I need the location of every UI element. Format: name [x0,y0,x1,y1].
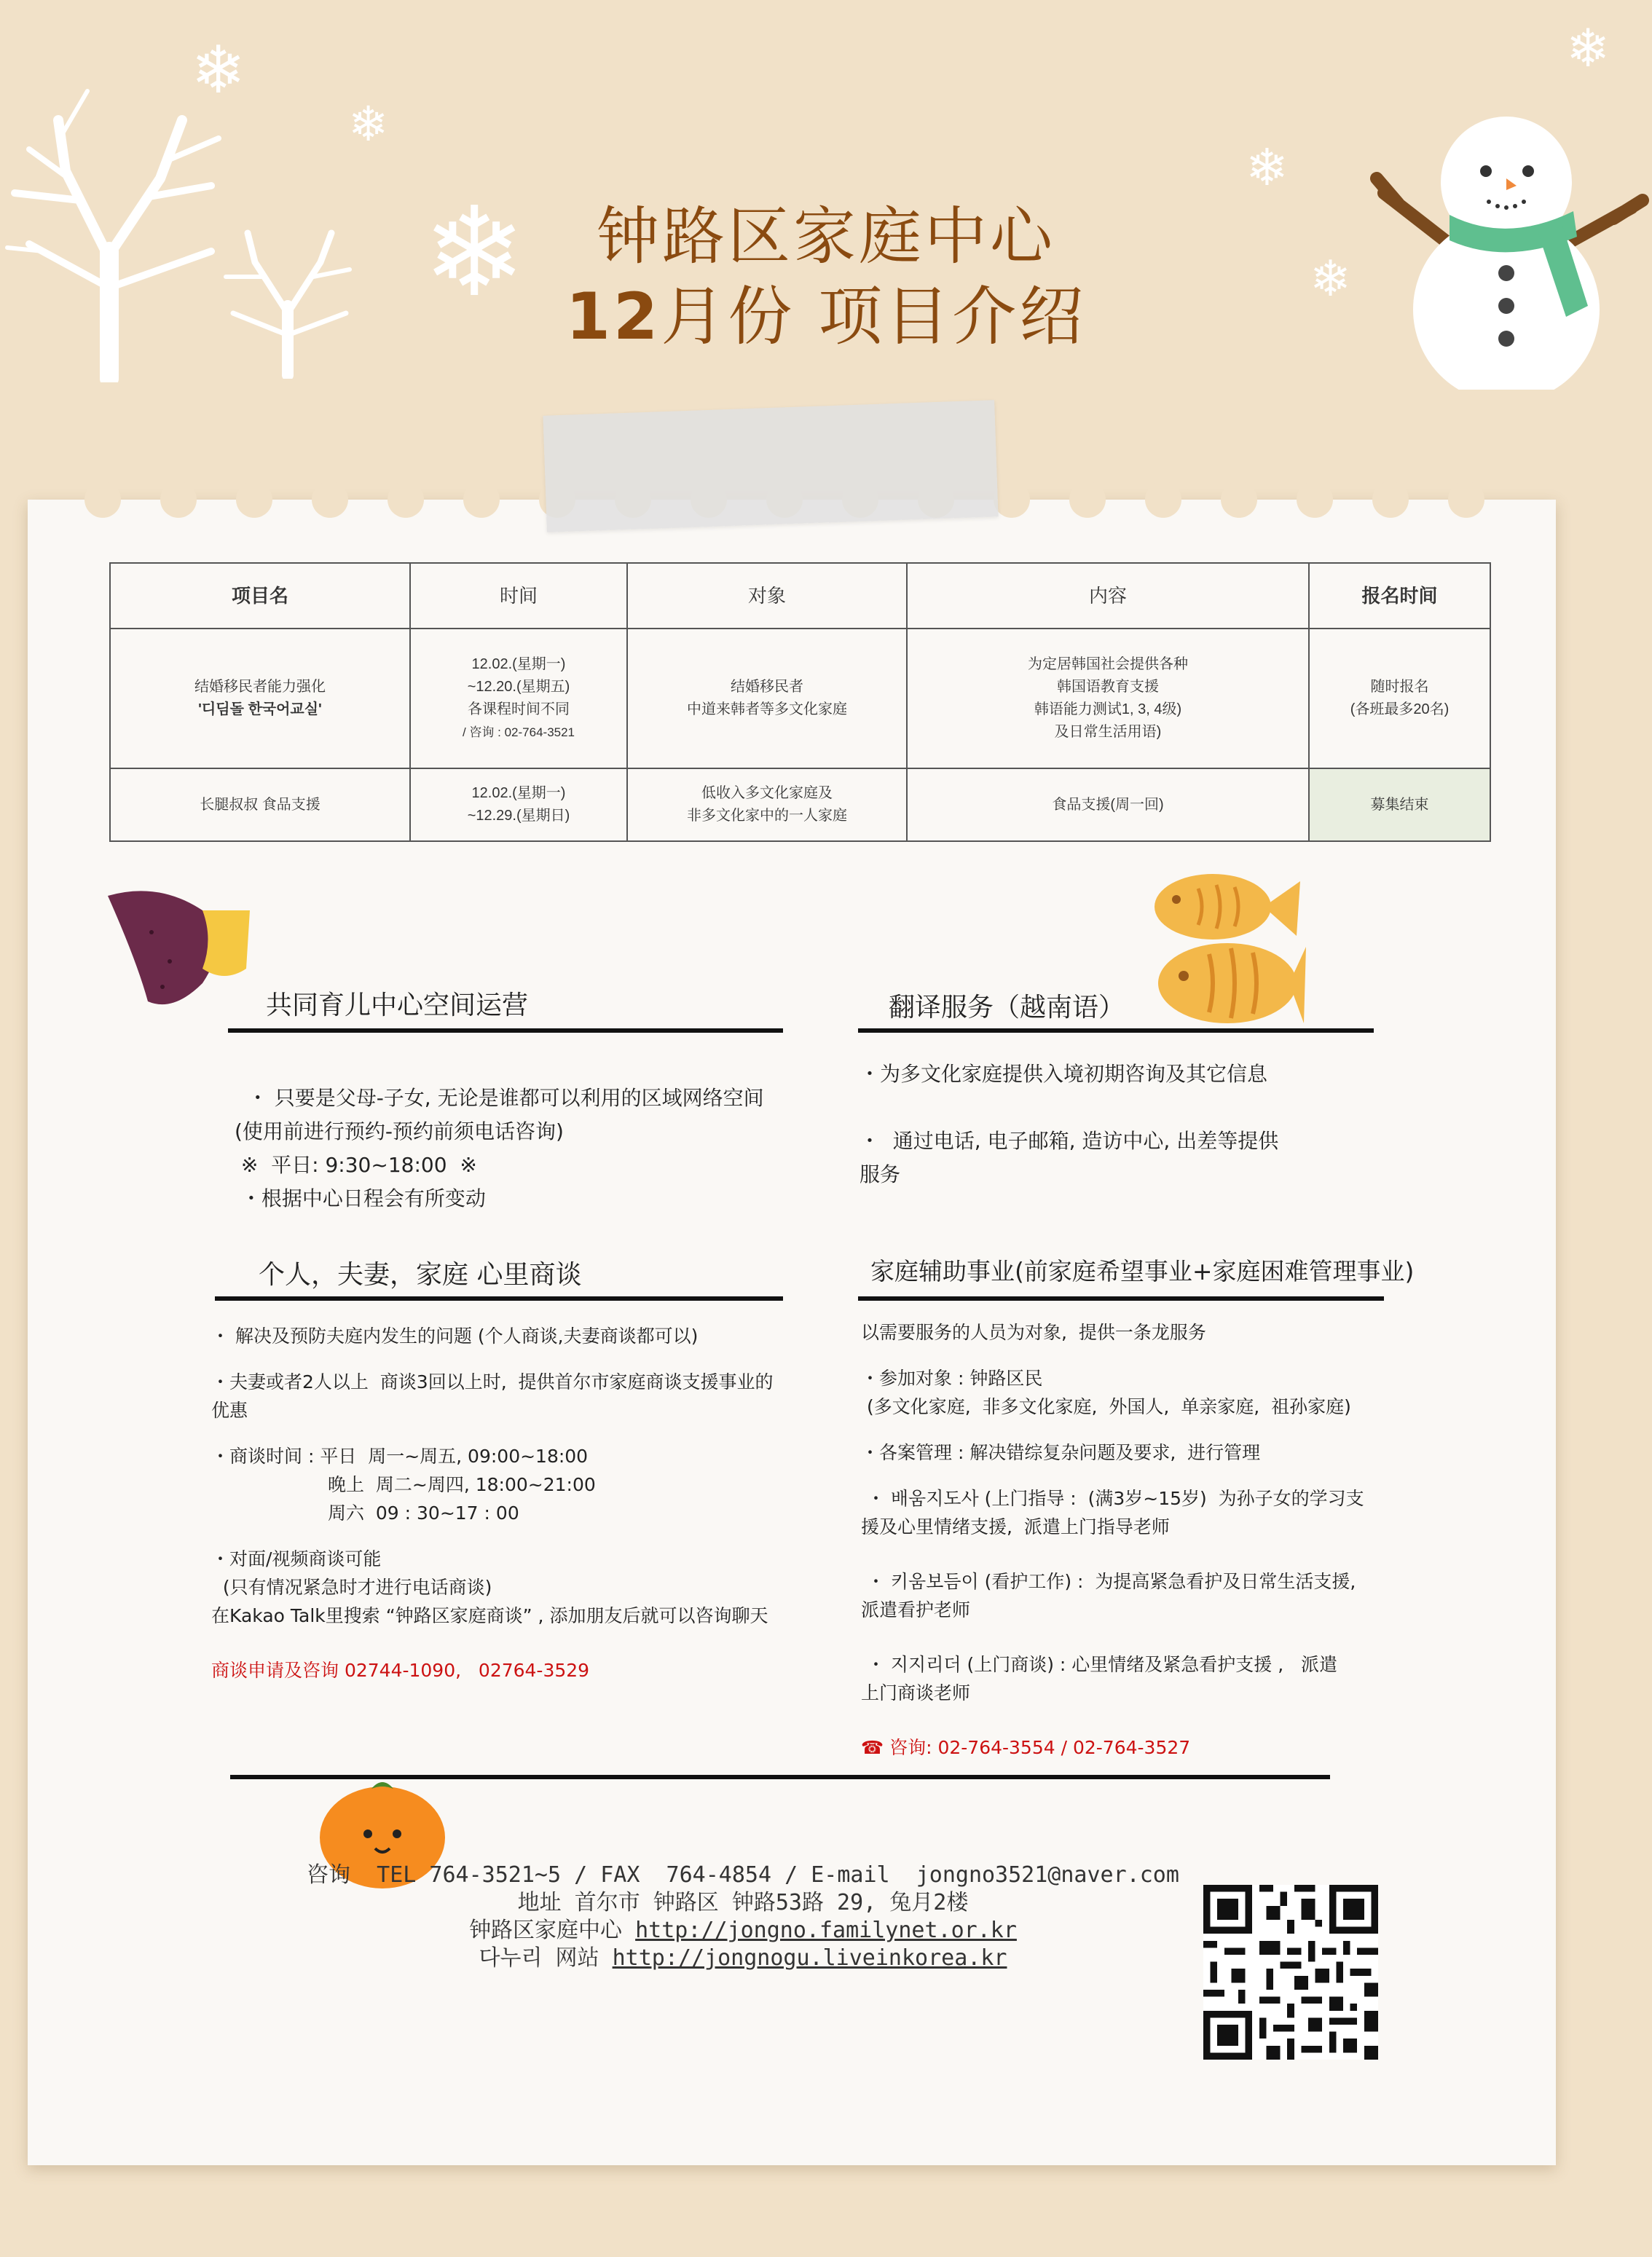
section-divider [215,1296,783,1301]
text-line: (多文化家庭, 非多文化家庭, 外国人, 单亲家庭, 祖孙家庭) [861,1396,1351,1417]
qr-code-icon[interactable] [1203,1885,1378,2060]
text-line: 上门商谈老师 [861,1682,971,1703]
cell-text: (各班最多20名) [1350,701,1450,717]
text-line: ・根据中心日程会有所变动 [235,1186,486,1210]
section-title-translation: 翻译服务（越南语） [889,993,1125,1023]
text-line: 晚上 周二~周四, 18:00~21:00 [328,1474,596,1495]
table-cell-target [627,629,907,768]
text-line: 优惠 [211,1400,248,1421]
section-title-childcare: 共同育儿中心空间运营 [266,990,529,1020]
family-center-link[interactable]: http://jongno.familynet.or.kr [635,1918,1017,1943]
snowflake-icon: ❄ [1246,138,1289,197]
text-line: 服务 [860,1162,901,1186]
table-cell-name [110,768,410,841]
text-line: ・ 只要是父母-子女, 无论是谁都可以利用的区域网络空间 [235,1086,764,1110]
cell-text: 为定居韩国社会提供各种 [1028,656,1188,672]
table-cell-content [907,629,1309,768]
table-header-cell: 对象 [627,563,907,629]
text-line: ・ 지지리더 (上门商谈) : 心里情绪及紧急看护支援 , 派遣 [861,1654,1337,1675]
table-cell-name [110,629,410,768]
page-title-line2 [0,266,1652,358]
table-header-cell: 时间 [410,563,627,629]
cell-text: 韩国语教育支援 [1057,679,1159,695]
footer-danuri-label: 다누리 网站 [479,1945,613,1971]
text-line: ・参加对象 : 钟路区民 [861,1368,1043,1389]
text-line: 派遣看护老师 [861,1599,971,1620]
table-header-cell: 报名时间 [1309,563,1490,629]
text-line: ・ 키움보듬이 (看护工作) : 为提高紧急看护及日常生活支援, [861,1571,1356,1592]
text-line: 在Kakao Talk里搜索 “钟路区家庭商谈” , 添加朋友后就可以咨询聊天 [211,1605,768,1626]
snowflake-icon: ❄ [422,181,527,325]
footer-divider [230,1775,1330,1779]
snowflake-icon: ❄ [348,96,389,152]
masking-tape-decoration [543,400,998,532]
text-line: (只有情况紧急时才进行电话商谈) [211,1577,492,1598]
table-header-cell: 项目名 [110,563,410,629]
table-cell-target [627,768,907,841]
childcare-body [235,1082,832,1216]
text-line: 以需要服务的人员为对象, 提供一条龙服务 [861,1322,1206,1343]
cell-text: 长腿叔叔 食品支援 [200,796,320,813]
status-badge: 募集结束 [1370,796,1429,813]
cell-text: 非多文化家中的一人家庭 [687,808,847,824]
table-header-row [110,563,1490,629]
cell-text: 随时报名 [1370,679,1429,695]
footer-contact [277,1862,1209,1972]
cell-text: ~12.29.(星期日) [467,808,570,824]
counseling-contact: 商谈申请及咨询 02744-1090, 02764-3529 [211,1660,590,1681]
table-row [110,768,1490,841]
footer-center-label: 钟路区家庭中心 [469,1918,636,1943]
family-assist-body [861,1318,1444,1762]
section-divider [858,1028,1374,1033]
text-line: ・夫妻或者2人以上 商谈3回以上时, 提供首尔市家庭商谈支援事业的 [211,1371,774,1393]
table-cell-time [410,768,627,841]
table-cell-time [410,629,627,768]
footer-contact-line: 咨询 TEL 764-3521~5 / FAX 764-4854 / E-mail jongno3521@naver.com [307,1862,1179,1888]
table-cell-content [907,768,1309,841]
section-divider [228,1028,783,1033]
text-line: ・商谈时间 : 平日 周一~周五, 09:00~18:00 [211,1446,589,1467]
page-title-line1: 钟路区家庭中心 [597,200,1055,273]
title-month-number: 12 [565,279,661,354]
cell-text: ~12.20.(星期五) [467,679,570,695]
cell-text: 12.02.(星期一) [471,785,566,801]
cell-text: 食品支援(周一回) [1052,796,1164,813]
text-line: ・为多文化家庭提供入境初期咨询及其它信息 [860,1062,1268,1086]
snowflake-icon: ❄ [1310,251,1351,308]
taiyaki-fish-bread-illustration [1147,867,1307,1034]
text-line: 周六 09 : 30~17 : 00 [328,1502,519,1524]
danuri-website-link[interactable]: http://jongnogu.liveinkorea.kr [612,1945,1007,1971]
cell-text: '디딤돌 한국어교실' [198,701,322,717]
text-line: ・各案管理 : 解决错综复杂问题及要求, 进行管理 [861,1442,1261,1463]
family-assist-contact: ☎ 咨询: 02-764-3554 / 02-764-3527 [861,1737,1191,1758]
cell-text: 中道来韩者等多文化家庭 [687,701,847,717]
text-line: ・ 通过电话, 电子邮箱, 造访中心, 出差等提供 [860,1129,1279,1153]
sweet-potato-illustration [93,881,253,1012]
cell-text: 结婚移民者能力强化 [194,679,326,695]
section-title-family-assist: 家庭辅助事业(前家庭希望事业+家庭困难管理事业) [870,1257,1415,1285]
snowflake-icon: ❄ [1566,17,1610,79]
table-row [110,629,1490,768]
cell-text: 韩语能力测试1, 3, 4级) [1034,701,1182,717]
cell-text: 低收入多文化家庭及 [701,785,833,801]
title-month-rest: 月份 项目介绍 [661,279,1087,354]
cell-text: 12.02.(星期一) [471,656,566,672]
text-line: ・ 배움지도사 (上门指导 : (满3岁~15岁) 为孙子女的学习支 [861,1488,1364,1509]
section-title-counseling: 个人，夫妻，家庭 心里商谈 [259,1260,582,1290]
program-table [109,562,1491,842]
footer-address: 地址 首尔市 钟路区 钟路53路 29, 兔月2楼 [517,1890,969,1915]
text-line: ※ 平日: 9:30~18:00 ※ [235,1153,477,1177]
cell-text: 各课程时间不同 [468,701,570,717]
cell-text: 及日常生活用语) [1054,724,1162,740]
translation-body [860,1057,1413,1191]
counseling-body [211,1322,852,1685]
cell-text: / 咨询 : 02-764-3521 [462,725,575,739]
table-cell-signup [1309,629,1490,768]
cell-text: 结婚移民者 [731,679,803,695]
text-line: ・对面/视频商谈可能 [211,1548,382,1569]
text-line: 援及心里情绪支援, 派遣上门指导老师 [861,1516,1170,1537]
text-line: (使用前进行预约-预约前须电话咨询) [235,1119,564,1143]
text-line: ・ 解决及预防夫庭内发生的问题 (个人商谈,夫妻商谈都可以) [211,1326,699,1347]
section-divider [858,1296,1384,1301]
snowflake-icon: ❄ [191,32,246,109]
table-header-cell: 内容 [907,563,1309,629]
table-cell-signup-closed [1309,768,1490,841]
